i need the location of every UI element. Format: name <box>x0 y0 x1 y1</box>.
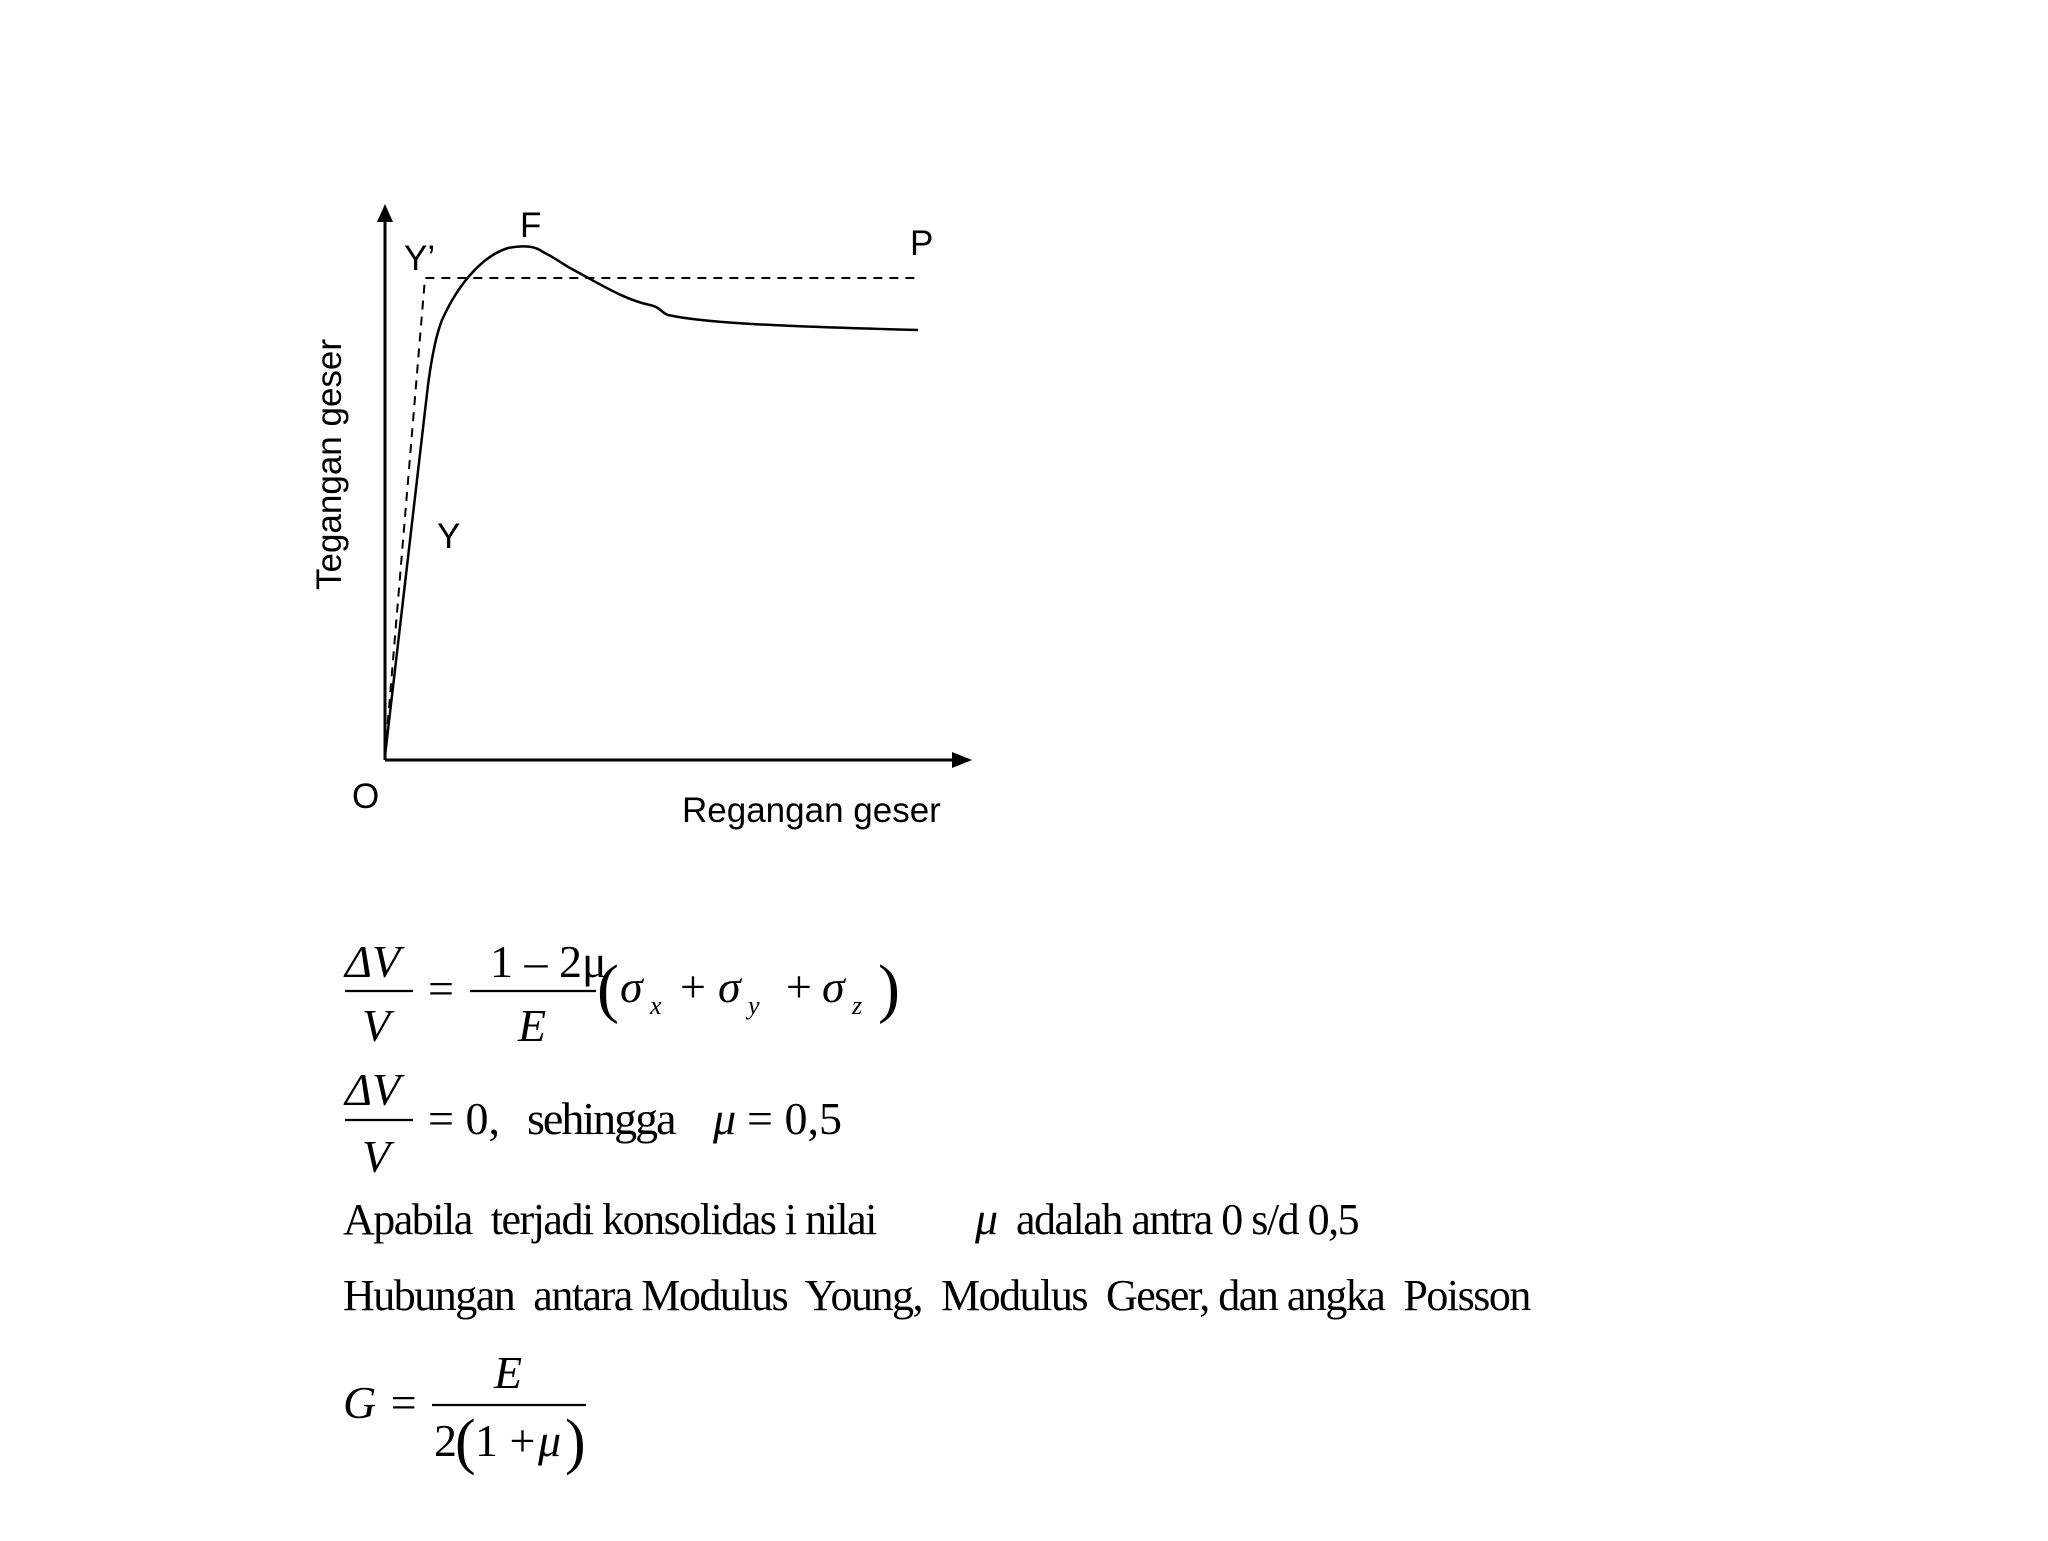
eq1-sub-y: y <box>748 991 760 1020</box>
eq1-lhs-denominator: V <box>362 1000 391 1051</box>
eq2-result: = 0,5 <box>747 1093 842 1144</box>
eq1-rhs-denominator: E <box>518 1000 547 1051</box>
eq1-lhs-numerator: ΔV <box>345 936 401 987</box>
x-axis-arrow-icon <box>952 752 972 768</box>
eq3-den-close-paren: ) <box>565 1408 586 1476</box>
point-label-yield-ideal: Y’ <box>404 239 436 278</box>
eq1-open-paren: ( <box>597 952 619 1025</box>
equation-incompressible <box>343 1064 842 1182</box>
y-axis-label: Tegangan geser <box>310 338 349 590</box>
point-label-peak: F <box>520 206 542 245</box>
y-axis-arrow-icon <box>377 204 393 222</box>
eq2-lhs-numerator: ΔV <box>345 1064 401 1115</box>
actual-stress-strain-curve <box>385 246 918 756</box>
eq3-numerator: E <box>494 1347 523 1398</box>
eq1-plus-1: + <box>680 961 706 1012</box>
eq1-plus-2: + <box>786 961 812 1012</box>
eq2-equals-zero: = 0, <box>428 1093 500 1144</box>
equation-volume-change <box>343 936 900 1051</box>
text1-before: Apabila terjadi konsolidas i nilai <box>343 1195 876 1244</box>
text1-after: adalah antra 0 s/d 0,5 <box>1016 1195 1359 1244</box>
eq3-den-two: 2 <box>434 1415 457 1466</box>
shear-stress-strain-diagram <box>310 204 972 830</box>
eq3-lhs: G = <box>343 1377 419 1428</box>
eq3-den-one-plus: 1 + <box>475 1415 536 1466</box>
eq1-sub-z: z <box>852 991 863 1020</box>
idealized-dashed-curve <box>385 278 915 756</box>
eq2-lhs-denominator: V <box>362 1131 391 1182</box>
x-axis-label: Regangan geser <box>682 791 941 830</box>
eq1-sigma-y: σ <box>718 961 741 1012</box>
eq1-equals: = <box>428 963 454 1014</box>
equation-shear-modulus <box>343 1347 586 1476</box>
text-consolidation-line <box>343 1193 1359 1244</box>
eq1-sub-x: x <box>650 991 662 1020</box>
eq2-mu: μ <box>713 1093 737 1144</box>
eq1-close-paren: ) <box>878 952 900 1025</box>
eq1-rhs-numerator: 1 – 2μ <box>490 936 607 987</box>
eq3-den-mu: μ <box>538 1415 562 1466</box>
eq3-den-open-paren: ( <box>455 1408 476 1476</box>
text-relationship-line: Hubungan antara Modulus Young, Modulus Geser, dan angka Poisson <box>343 1271 1530 1320</box>
point-label-yield: Y <box>437 517 461 556</box>
eq2-sehingga: sehingga <box>527 1093 675 1144</box>
eq1-sigma-z: σ <box>822 961 845 1012</box>
text1-mu: μ <box>975 1193 999 1244</box>
point-label-origin: O <box>352 777 380 816</box>
eq1-sigma-x: σ <box>620 961 643 1012</box>
point-label-plastic: P <box>910 224 934 263</box>
